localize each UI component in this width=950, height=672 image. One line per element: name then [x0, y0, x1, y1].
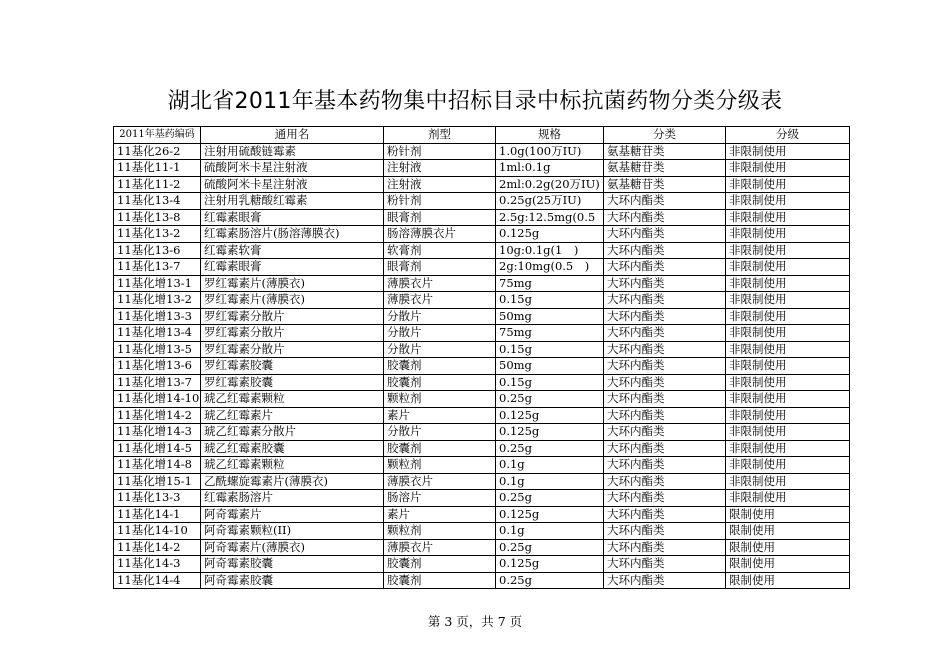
cell-generic-name: 红霉素眼膏: [201, 209, 384, 226]
cell-dosage-form: 分散片: [384, 308, 496, 325]
cell-category: 大环内酯类: [604, 572, 726, 589]
cell-specification: 0.25g: [496, 490, 604, 507]
cell-level: 非限制使用: [726, 193, 850, 210]
table-row: [114, 556, 850, 573]
cell-specification: 0.15g: [496, 292, 604, 309]
cell-dosage-form: 颗粒剂: [384, 391, 496, 408]
cell-level: 非限制使用: [726, 209, 850, 226]
cell-generic-name: 红霉素肠溶片(肠溶薄膜衣): [201, 226, 384, 243]
cell-dosage-form: 眼膏剂: [384, 209, 496, 226]
cell-specification: 0.125g: [496, 506, 604, 523]
cell-dosage-form: 眼膏剂: [384, 259, 496, 276]
cell-generic-name: 注射用硫酸链霉素: [201, 143, 384, 160]
table-row: [114, 160, 850, 177]
cell-dosage-form: 颗粒剂: [384, 457, 496, 474]
cell-category: 大环内酯类: [604, 407, 726, 424]
cell-specification: 0.15g: [496, 374, 604, 391]
cell-category: 大环内酯类: [604, 440, 726, 457]
cell-level: 非限制使用: [726, 341, 850, 358]
cell-code: 11基化14-3: [114, 556, 201, 573]
cell-category: 大环内酯类: [604, 275, 726, 292]
cell-category: 大环内酯类: [604, 523, 726, 540]
table-row: [114, 325, 850, 342]
table-row: [114, 374, 850, 391]
cell-code: 11基化增13-1: [114, 275, 201, 292]
cell-generic-name: 罗红霉素分散片: [201, 325, 384, 342]
table-row: [114, 209, 850, 226]
table-row: [114, 341, 850, 358]
cell-dosage-form: 颗粒剂: [384, 523, 496, 540]
cell-dosage-form: 胶囊剂: [384, 358, 496, 375]
cell-level: 非限制使用: [726, 176, 850, 193]
table-body: [114, 143, 850, 589]
cell-code: 11基化增14-8: [114, 457, 201, 474]
cell-generic-name: 琥乙红霉素颗粒: [201, 391, 384, 408]
header-generic-name: 通用名: [201, 127, 384, 144]
table-header-row: [114, 127, 850, 144]
cell-code: 11基化增15-1: [114, 473, 201, 490]
cell-code: 11基化增14-5: [114, 440, 201, 457]
cell-category: 大环内酯类: [604, 209, 726, 226]
cell-code: 11基化13-3: [114, 490, 201, 507]
cell-specification: 75mg: [496, 275, 604, 292]
cell-specification: 10g:0.1g(1 ): [496, 242, 604, 259]
cell-category: 氨基糖苷类: [604, 143, 726, 160]
cell-generic-name: 阿奇霉素颗粒(II): [201, 523, 384, 540]
cell-category: 大环内酯类: [604, 539, 726, 556]
cell-generic-name: 罗红霉素片(薄膜衣): [201, 275, 384, 292]
cell-dosage-form: 分散片: [384, 341, 496, 358]
table-row: [114, 143, 850, 160]
cell-dosage-form: 薄膜衣片: [384, 292, 496, 309]
cell-level: 限制使用: [726, 539, 850, 556]
page-title: 湖北省2011年基本药物集中招标目录中标抗菌药物分类分级表: [167, 89, 783, 114]
cell-generic-name: 注射用乳糖酸红霉素: [201, 193, 384, 210]
cell-code: 11基化13-8: [114, 209, 201, 226]
cell-level: 限制使用: [726, 506, 850, 523]
cell-level: 非限制使用: [726, 292, 850, 309]
cell-category: 大环内酯类: [604, 473, 726, 490]
header-level: 分级: [726, 127, 850, 144]
cell-level: 非限制使用: [726, 424, 850, 441]
table-row: [114, 176, 850, 193]
cell-generic-name: 罗红霉素分散片: [201, 308, 384, 325]
cell-generic-name: 红霉素肠溶片: [201, 490, 384, 507]
cell-generic-name: 琥乙红霉素片: [201, 407, 384, 424]
cell-dosage-form: 粉针剂: [384, 143, 496, 160]
cell-specification: 2.5g:12.5mg(0.5: [496, 209, 604, 226]
drug-classification-table: [113, 126, 850, 589]
cell-dosage-form: 肠溶薄膜衣片: [384, 226, 496, 243]
cell-code: 11基化增14-2: [114, 407, 201, 424]
cell-level: 非限制使用: [726, 407, 850, 424]
cell-specification: 0.1g: [496, 457, 604, 474]
table-row: [114, 407, 850, 424]
cell-level: 非限制使用: [726, 275, 850, 292]
cell-level: 限制使用: [726, 523, 850, 540]
table-row: [114, 308, 850, 325]
cell-dosage-form: 薄膜衣片: [384, 275, 496, 292]
cell-category: 大环内酯类: [604, 556, 726, 573]
cell-category: 大环内酯类: [604, 193, 726, 210]
cell-category: 大环内酯类: [604, 358, 726, 375]
cell-specification: 0.25g: [496, 440, 604, 457]
cell-dosage-form: 素片: [384, 407, 496, 424]
cell-dosage-form: 薄膜衣片: [384, 539, 496, 556]
cell-specification: 2ml:0.2g(20万IU): [496, 176, 604, 193]
cell-specification: 0.125g: [496, 407, 604, 424]
table-row: [114, 391, 850, 408]
cell-category: 氨基糖苷类: [604, 160, 726, 177]
cell-code: 11基化13-7: [114, 259, 201, 276]
cell-dosage-form: 注射液: [384, 176, 496, 193]
cell-level: 非限制使用: [726, 391, 850, 408]
cell-generic-name: 琥乙红霉素胶囊: [201, 440, 384, 457]
cell-code: 11基化增13-5: [114, 341, 201, 358]
cell-specification: 0.1g: [496, 473, 604, 490]
cell-level: 非限制使用: [726, 259, 850, 276]
cell-code: 11基化增13-2: [114, 292, 201, 309]
cell-category: 大环内酯类: [604, 292, 726, 309]
cell-dosage-form: 胶囊剂: [384, 440, 496, 457]
cell-dosage-form: 肠溶片: [384, 490, 496, 507]
cell-level: 非限制使用: [726, 490, 850, 507]
cell-code: 11基化11-1: [114, 160, 201, 177]
cell-specification: 0.125g: [496, 556, 604, 573]
cell-level: 非限制使用: [726, 440, 850, 457]
cell-generic-name: 琥乙红霉素分散片: [201, 424, 384, 441]
table-row: [114, 424, 850, 441]
cell-level: 非限制使用: [726, 160, 850, 177]
cell-level: 非限制使用: [726, 374, 850, 391]
cell-level: 非限制使用: [726, 242, 850, 259]
cell-level: 非限制使用: [726, 226, 850, 243]
cell-code: 11基化增13-7: [114, 374, 201, 391]
cell-dosage-form: 薄膜衣片: [384, 473, 496, 490]
cell-category: 大环内酯类: [604, 259, 726, 276]
cell-category: 大环内酯类: [604, 242, 726, 259]
cell-code: 11基化14-4: [114, 572, 201, 589]
cell-generic-name: 罗红霉素分散片: [201, 341, 384, 358]
header-code: 2011年基药编码: [114, 127, 201, 144]
cell-generic-name: 红霉素眼膏: [201, 259, 384, 276]
table-row: [114, 523, 850, 540]
cell-specification: 0.15g: [496, 341, 604, 358]
cell-generic-name: 硫酸阿米卡星注射液: [201, 160, 384, 177]
cell-code: 11基化增13-3: [114, 308, 201, 325]
table-row: [114, 226, 850, 243]
cell-specification: 0.25g: [496, 539, 604, 556]
cell-specification: 0.125g: [496, 226, 604, 243]
cell-level: 非限制使用: [726, 358, 850, 375]
cell-dosage-form: 软膏剂: [384, 242, 496, 259]
cell-dosage-form: 分散片: [384, 424, 496, 441]
cell-generic-name: 罗红霉素胶囊: [201, 374, 384, 391]
cell-category: 大环内酯类: [604, 374, 726, 391]
table-row: [114, 490, 850, 507]
cell-category: 大环内酯类: [604, 506, 726, 523]
cell-dosage-form: 注射液: [384, 160, 496, 177]
cell-specification: 0.25g: [496, 391, 604, 408]
cell-category: 大环内酯类: [604, 424, 726, 441]
cell-category: 氨基糖苷类: [604, 176, 726, 193]
table-row: [114, 473, 850, 490]
cell-generic-name: 琥乙红霉素颗粒: [201, 457, 384, 474]
cell-code: 11基化14-2: [114, 539, 201, 556]
cell-level: 非限制使用: [726, 143, 850, 160]
cell-dosage-form: 素片: [384, 506, 496, 523]
cell-level: 限制使用: [726, 572, 850, 589]
cell-generic-name: 阿奇霉素胶囊: [201, 556, 384, 573]
cell-category: 大环内酯类: [604, 341, 726, 358]
cell-specification: 1.0g(100万IU): [496, 143, 604, 160]
cell-category: 大环内酯类: [604, 490, 726, 507]
cell-specification: 0.1g: [496, 523, 604, 540]
table-row: [114, 259, 850, 276]
cell-generic-name: 阿奇霉素片: [201, 506, 384, 523]
cell-code: 11基化11-2: [114, 176, 201, 193]
page-footer: 第 3 页，共 7 页: [427, 614, 523, 629]
cell-code: 11基化14-1: [114, 506, 201, 523]
cell-code: 11基化增14-3: [114, 424, 201, 441]
cell-generic-name: 阿奇霉素胶囊: [201, 572, 384, 589]
table-row: [114, 506, 850, 523]
cell-code: 11基化13-4: [114, 193, 201, 210]
cell-dosage-form: 胶囊剂: [384, 556, 496, 573]
cell-specification: 0.25g: [496, 572, 604, 589]
cell-code: 11基化增13-6: [114, 358, 201, 375]
cell-code: 11基化13-2: [114, 226, 201, 243]
cell-dosage-form: 粉针剂: [384, 193, 496, 210]
cell-code: 11基化13-6: [114, 242, 201, 259]
cell-category: 大环内酯类: [604, 308, 726, 325]
cell-code: 11基化增13-4: [114, 325, 201, 342]
cell-specification: 2g:10mg(0.5 ): [496, 259, 604, 276]
table-row: [114, 242, 850, 259]
cell-specification: 0.25g(25万IU): [496, 193, 604, 210]
header-dosage-form: 剂型: [384, 127, 496, 144]
cell-generic-name: 红霉素软膏: [201, 242, 384, 259]
cell-generic-name: 乙酰螺旋霉素片(薄膜衣): [201, 473, 384, 490]
table-row: [114, 292, 850, 309]
cell-dosage-form: 分散片: [384, 325, 496, 342]
cell-code: 11基化26-2: [114, 143, 201, 160]
cell-code: 11基化增14-10: [114, 391, 201, 408]
header-category: 分类: [604, 127, 726, 144]
cell-level: 非限制使用: [726, 308, 850, 325]
cell-generic-name: 阿奇霉素片(薄膜衣): [201, 539, 384, 556]
cell-specification: 50mg: [496, 358, 604, 375]
cell-specification: 75mg: [496, 325, 604, 342]
table-row: [114, 358, 850, 375]
cell-level: 非限制使用: [726, 473, 850, 490]
cell-generic-name: 硫酸阿米卡星注射液: [201, 176, 384, 193]
table-row: [114, 275, 850, 292]
cell-category: 大环内酯类: [604, 391, 726, 408]
cell-generic-name: 罗红霉素胶囊: [201, 358, 384, 375]
header-specification: 规格: [496, 127, 604, 144]
table-row: [114, 440, 850, 457]
cell-specification: 0.125g: [496, 424, 604, 441]
cell-level: 非限制使用: [726, 325, 850, 342]
cell-category: 大环内酯类: [604, 226, 726, 243]
table-row: [114, 193, 850, 210]
cell-specification: 50mg: [496, 308, 604, 325]
table-row: [114, 572, 850, 589]
cell-generic-name: 罗红霉素片(薄膜衣): [201, 292, 384, 309]
cell-category: 大环内酯类: [604, 325, 726, 342]
cell-code: 11基化14-10: [114, 523, 201, 540]
table-row: [114, 457, 850, 474]
cell-dosage-form: 胶囊剂: [384, 572, 496, 589]
cell-level: 非限制使用: [726, 457, 850, 474]
cell-specification: 1ml:0.1g: [496, 160, 604, 177]
cell-level: 限制使用: [726, 556, 850, 573]
table-row: [114, 539, 850, 556]
cell-category: 大环内酯类: [604, 457, 726, 474]
cell-dosage-form: 胶囊剂: [384, 374, 496, 391]
